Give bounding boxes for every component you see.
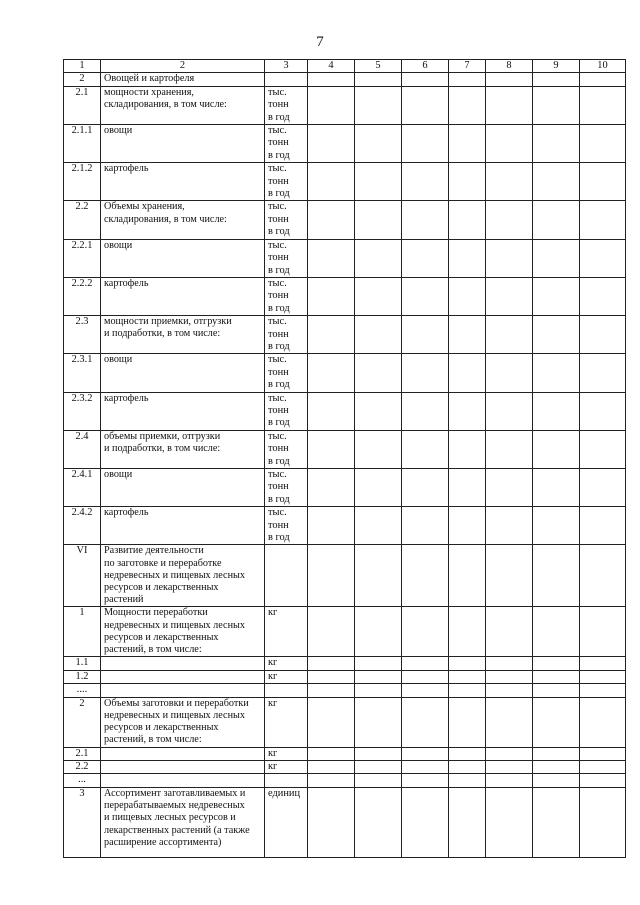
row-name-cell [101, 761, 265, 774]
value-cell [580, 73, 626, 86]
value-cell [308, 73, 355, 86]
value-cell [355, 607, 402, 657]
row-name-cell: картофель [101, 163, 265, 201]
row-name-cell: объемы приемки, отгрузки и подработки, в том числе: [101, 430, 265, 468]
row-name-cell: овощи [101, 239, 265, 277]
value-cell [449, 316, 486, 354]
value-cell [355, 125, 402, 163]
table-row [64, 657, 626, 670]
value-cell [402, 774, 449, 787]
value-cell [533, 684, 580, 697]
value-cell [449, 761, 486, 774]
value-cell [355, 430, 402, 468]
value-cell [402, 747, 449, 760]
value-cell [355, 277, 402, 315]
value-cell [486, 545, 533, 607]
value-cell [308, 607, 355, 657]
value-cell [449, 697, 486, 747]
value-cell [402, 697, 449, 747]
value-cell [486, 392, 533, 430]
value-cell [449, 657, 486, 670]
value-cell [402, 507, 449, 545]
value-cell [486, 277, 533, 315]
header-cell: 4 [308, 60, 355, 73]
value-cell [308, 277, 355, 315]
value-cell [355, 239, 402, 277]
value-cell [308, 163, 355, 201]
value-cell [308, 774, 355, 787]
header-cell: 1 [64, 60, 101, 73]
value-cell [533, 607, 580, 657]
value-cell [449, 469, 486, 507]
value-cell [486, 86, 533, 124]
table-row [64, 201, 626, 239]
value-cell [533, 163, 580, 201]
value-cell [486, 761, 533, 774]
row-name-cell: картофель [101, 392, 265, 430]
value-cell [580, 316, 626, 354]
row-number-cell: 2.2.2 [64, 277, 101, 315]
row-name-cell [101, 657, 265, 670]
table-row [64, 239, 626, 277]
row-unit-cell: кг [265, 747, 308, 760]
value-cell [486, 684, 533, 697]
header-cell: 9 [533, 60, 580, 73]
value-cell [355, 684, 402, 697]
table-row [64, 316, 626, 354]
value-cell [580, 354, 626, 392]
value-cell [355, 163, 402, 201]
value-cell [580, 163, 626, 201]
value-cell [449, 670, 486, 683]
row-name-cell [101, 747, 265, 760]
row-number-cell: 2.2.1 [64, 239, 101, 277]
value-cell [533, 657, 580, 670]
value-cell [402, 316, 449, 354]
header-cell: 5 [355, 60, 402, 73]
row-unit-cell: тыс. тонн в год [265, 239, 308, 277]
row-name-cell: Мощности переработки недревесных и пищевых лесных ресурсов и лекарственных растений, в том числе: [101, 607, 265, 657]
value-cell [449, 430, 486, 468]
table-row [64, 73, 626, 86]
value-cell [449, 86, 486, 124]
value-cell [580, 277, 626, 315]
table-row [64, 354, 626, 392]
value-cell [580, 657, 626, 670]
row-name-cell: Развитие деятельности по заготовке и переработке недревесных и пищевых лесных ресурсов и лекарственных растений [101, 545, 265, 607]
value-cell [486, 316, 533, 354]
row-unit-cell: тыс. тонн в год [265, 277, 308, 315]
row-unit-cell [265, 774, 308, 787]
row-number-cell: 2.4.1 [64, 469, 101, 507]
value-cell [355, 761, 402, 774]
table-row [64, 761, 626, 774]
value-cell [402, 163, 449, 201]
value-cell [402, 86, 449, 124]
value-cell [308, 125, 355, 163]
value-cell [308, 430, 355, 468]
row-number-cell: 2.4.2 [64, 507, 101, 545]
row-unit-cell: тыс. тонн в год [265, 392, 308, 430]
row-number-cell: 2.1 [64, 747, 101, 760]
row-unit-cell [265, 545, 308, 607]
value-cell [486, 657, 533, 670]
row-name-cell: картофель [101, 277, 265, 315]
value-cell [355, 774, 402, 787]
row-unit-cell: тыс. тонн в год [265, 316, 308, 354]
page-number: 7 [316, 34, 324, 50]
value-cell [449, 239, 486, 277]
value-cell [533, 354, 580, 392]
value-cell [580, 670, 626, 683]
value-cell [402, 684, 449, 697]
value-cell [533, 670, 580, 683]
row-number-cell: 2.1.2 [64, 163, 101, 201]
row-number-cell: 1.2 [64, 670, 101, 683]
row-unit-cell: тыс. тонн в год [265, 86, 308, 124]
value-cell [355, 670, 402, 683]
value-cell [449, 277, 486, 315]
table-row [64, 607, 626, 657]
value-cell [355, 316, 402, 354]
value-cell [533, 392, 580, 430]
value-cell [533, 86, 580, 124]
table-row [64, 507, 626, 545]
value-cell [355, 747, 402, 760]
row-unit-cell: тыс. тонн в год [265, 430, 308, 468]
value-cell [355, 201, 402, 239]
row-name-cell: овощи [101, 125, 265, 163]
row-unit-cell: кг [265, 607, 308, 657]
value-cell [486, 354, 533, 392]
table-row [64, 430, 626, 468]
value-cell [402, 761, 449, 774]
row-number-cell: 2.4 [64, 430, 101, 468]
row-name-cell: мощности хранения, складирования, в том числе: [101, 86, 265, 124]
value-cell [580, 607, 626, 657]
value-cell [308, 670, 355, 683]
table-row [64, 684, 626, 697]
value-cell [533, 761, 580, 774]
value-cell [355, 469, 402, 507]
value-cell [533, 125, 580, 163]
data-table [63, 59, 626, 858]
row-name-cell [101, 684, 265, 697]
row-number-cell: 2.1.1 [64, 125, 101, 163]
row-unit-cell: тыс. тонн в год [265, 354, 308, 392]
table-row [64, 747, 626, 760]
value-cell [533, 239, 580, 277]
table-row [64, 670, 626, 683]
value-cell [486, 670, 533, 683]
value-cell [580, 545, 626, 607]
value-cell [533, 469, 580, 507]
table-row [64, 86, 626, 124]
row-number-cell: 2.1 [64, 86, 101, 124]
row-number-cell: 3 [64, 787, 101, 857]
row-number-cell: 2.2 [64, 201, 101, 239]
row-number-cell: 2 [64, 697, 101, 747]
value-cell [308, 86, 355, 124]
value-cell [402, 239, 449, 277]
value-cell [580, 239, 626, 277]
value-cell [308, 657, 355, 670]
value-cell [402, 545, 449, 607]
value-cell [533, 73, 580, 86]
row-number-cell: 1.1 [64, 657, 101, 670]
value-cell [580, 761, 626, 774]
header-cell: 2 [101, 60, 265, 73]
row-name-cell: Ассортимент заготавливаемых и перерабатываемых недревесных и пищевых лесных ресурсов и лекарственных растений (а также расширение ассортимента) [101, 787, 265, 857]
value-cell [449, 747, 486, 760]
value-cell [533, 747, 580, 760]
table-row [64, 787, 626, 857]
value-cell [580, 125, 626, 163]
value-cell [486, 607, 533, 657]
row-unit-cell: тыс. тонн в год [265, 125, 308, 163]
value-cell [533, 787, 580, 857]
value-cell [402, 670, 449, 683]
row-unit-cell: кг [265, 697, 308, 747]
row-unit-cell [265, 684, 308, 697]
value-cell [308, 787, 355, 857]
value-cell [486, 469, 533, 507]
value-cell [449, 201, 486, 239]
value-cell [449, 607, 486, 657]
header-cell: 10 [580, 60, 626, 73]
row-unit-cell: кг [265, 657, 308, 670]
table-row [64, 163, 626, 201]
value-cell [449, 787, 486, 857]
row-number-cell: 2.2 [64, 761, 101, 774]
value-cell [355, 73, 402, 86]
table-row [64, 392, 626, 430]
value-cell [308, 201, 355, 239]
value-cell [580, 507, 626, 545]
value-cell [486, 201, 533, 239]
value-cell [449, 684, 486, 697]
value-cell [402, 201, 449, 239]
value-cell [355, 354, 402, 392]
value-cell [533, 201, 580, 239]
row-unit-cell: тыс. тонн в год [265, 469, 308, 507]
value-cell [308, 684, 355, 697]
header-cell: 8 [486, 60, 533, 73]
value-cell [308, 507, 355, 545]
value-cell [449, 774, 486, 787]
value-cell [355, 697, 402, 747]
row-name-cell: мощности приемки, отгрузки и подработки, в том числе: [101, 316, 265, 354]
table-row [64, 545, 626, 607]
header-row [64, 60, 626, 73]
row-name-cell: картофель [101, 507, 265, 545]
row-name-cell [101, 670, 265, 683]
value-cell [355, 392, 402, 430]
row-number-cell: 2 [64, 73, 101, 86]
value-cell [449, 507, 486, 545]
value-cell [355, 787, 402, 857]
value-cell [402, 73, 449, 86]
value-cell [580, 684, 626, 697]
value-cell [449, 392, 486, 430]
row-name-cell: овощи [101, 354, 265, 392]
value-cell [486, 125, 533, 163]
row-unit-cell: единиц [265, 787, 308, 857]
row-number-cell: 1 [64, 607, 101, 657]
value-cell [486, 787, 533, 857]
header-cell: 6 [402, 60, 449, 73]
value-cell [486, 163, 533, 201]
value-cell [308, 354, 355, 392]
value-cell [449, 354, 486, 392]
header-cell: 7 [449, 60, 486, 73]
value-cell [402, 787, 449, 857]
table-row [64, 774, 626, 787]
value-cell [580, 201, 626, 239]
value-cell [533, 316, 580, 354]
value-cell [308, 392, 355, 430]
table-row [64, 697, 626, 747]
value-cell [402, 392, 449, 430]
value-cell [402, 277, 449, 315]
row-number-cell: .... [64, 684, 101, 697]
row-unit-cell: тыс. тонн в год [265, 163, 308, 201]
value-cell [402, 469, 449, 507]
value-cell [486, 430, 533, 468]
row-name-cell: Овощей и картофеля [101, 73, 265, 86]
value-cell [533, 430, 580, 468]
value-cell [449, 163, 486, 201]
value-cell [580, 774, 626, 787]
value-cell [533, 545, 580, 607]
row-name-cell: овощи [101, 469, 265, 507]
row-unit-cell: тыс. тонн в год [265, 201, 308, 239]
value-cell [580, 392, 626, 430]
value-cell [308, 747, 355, 760]
value-cell [449, 545, 486, 607]
value-cell [580, 697, 626, 747]
value-cell [580, 787, 626, 857]
value-cell [580, 747, 626, 760]
value-cell [533, 774, 580, 787]
row-name-cell [101, 774, 265, 787]
value-cell [486, 73, 533, 86]
value-cell [308, 239, 355, 277]
value-cell [580, 469, 626, 507]
row-name-cell: Объемы заготовки и переработки недревесных и пищевых лесных ресурсов и лекарственных растений, в том числе: [101, 697, 265, 747]
value-cell [355, 545, 402, 607]
row-unit-cell: кг [265, 670, 308, 683]
value-cell [580, 86, 626, 124]
row-number-cell: 2.3 [64, 316, 101, 354]
value-cell [449, 125, 486, 163]
value-cell [449, 73, 486, 86]
row-number-cell: VI [64, 545, 101, 607]
value-cell [402, 125, 449, 163]
value-cell [533, 697, 580, 747]
value-cell [486, 747, 533, 760]
table-row [64, 125, 626, 163]
row-number-cell: 2.3.2 [64, 392, 101, 430]
table-row [64, 469, 626, 507]
value-cell [402, 607, 449, 657]
value-cell [402, 657, 449, 670]
row-unit-cell [265, 73, 308, 86]
row-unit-cell: кг [265, 761, 308, 774]
value-cell [402, 430, 449, 468]
value-cell [486, 774, 533, 787]
value-cell [486, 239, 533, 277]
value-cell [486, 507, 533, 545]
value-cell [533, 507, 580, 545]
value-cell [580, 430, 626, 468]
value-cell [308, 697, 355, 747]
value-cell [355, 657, 402, 670]
row-number-cell: ... [64, 774, 101, 787]
row-unit-cell: тыс. тонн в год [265, 507, 308, 545]
value-cell [308, 761, 355, 774]
value-cell [486, 697, 533, 747]
value-cell [308, 545, 355, 607]
header-cell: 3 [265, 60, 308, 73]
value-cell [533, 277, 580, 315]
row-number-cell: 2.3.1 [64, 354, 101, 392]
row-name-cell: Объемы хранения, складирования, в том числе: [101, 201, 265, 239]
value-cell [308, 316, 355, 354]
value-cell [355, 507, 402, 545]
value-cell [308, 469, 355, 507]
value-cell [355, 86, 402, 124]
value-cell [402, 354, 449, 392]
table-row [64, 277, 626, 315]
